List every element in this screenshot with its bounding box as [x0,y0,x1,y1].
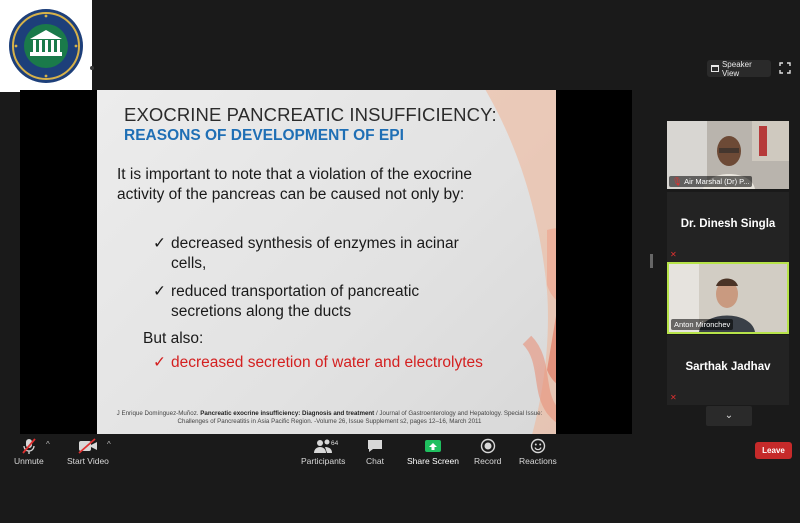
reactions-button[interactable] [519,436,557,466]
participant-tile[interactable] [667,335,789,405]
video-options-caret-icon[interactable]: ^ [107,440,111,449]
red-bullet-item [153,353,483,393]
record-icon [480,436,496,456]
fullscreen-icon[interactable] [779,62,791,74]
participants-button[interactable] [301,436,345,466]
chat-button[interactable] [366,436,384,466]
bullet-text: decreased secretion of water and electrolytes [171,354,483,371]
but-also-label: But also: [143,330,204,347]
divider-dot [90,66,94,70]
institution-logo [0,0,92,92]
participant-label [671,319,733,330]
checkmark-icon: ✓ [153,283,166,300]
mic-muted-icon: ✕ [670,250,677,259]
participant-label [669,176,752,187]
meeting-toolbar [0,434,800,474]
bullet-item [153,234,483,274]
record-label: Record [474,456,502,466]
reactions-label: Reactions [519,456,557,466]
slide-citation [107,410,552,426]
mic-muted-icon: 🎙 [672,177,683,186]
participant-tile[interactable] [667,192,789,262]
bullet-text: reduced transportation of pancreatic secretions along the ducts [171,283,420,320]
bullet-text: decreased synthesis of enzymes in acinar cells, [171,235,459,272]
bullet-item [153,282,483,322]
participant-tile[interactable] [667,121,789,189]
speaker-view-icon [711,65,719,72]
chat-icon [366,436,384,456]
start-video-label: Start Video [67,456,109,466]
share-screen-icon [424,436,442,456]
chevron-down-icon: ⌄ [724,410,734,421]
video-off-icon [77,436,99,456]
participant-name: Air Marshal (Dr) P... [684,177,750,186]
leave-button[interactable]: Leave [755,442,792,459]
share-screen-label: Share Screen [407,456,459,466]
slide-subtitle: REASONS OF DEVELOPMENT OF EPI [124,127,404,144]
slide-paragraph: It is important to note that a violation of the exocrine activity of the pancreas can be caused not only by: [117,166,472,203]
checkmark-icon: ✓ [153,235,166,252]
smiley-icon [530,436,546,456]
presentation-slide [97,90,556,434]
mic-muted-icon: ✕ [670,393,677,402]
mic-muted-icon [20,436,38,456]
slide-title: EXOCRINE PANCREATIC INSUFFICIENCY: [124,104,497,125]
participants-count: 64 [331,440,339,447]
chat-label: Chat [366,456,384,466]
seal-icon [6,6,86,86]
share-screen-button[interactable] [407,436,459,466]
speaker-view-button[interactable] [707,60,771,77]
record-button[interactable] [474,436,501,466]
scroll-down-button[interactable] [706,406,752,426]
participants-label: Participants [301,456,346,466]
participant-name: Anton Mironchev [674,320,731,329]
citation-title: Pancreatic exocrine insufficiency: Diagnosis and treatment [200,410,375,417]
start-video-button[interactable] [67,436,109,466]
unmute-label: Unmute [14,456,44,466]
participant-tile-active[interactable] [667,262,789,334]
audio-options-caret-icon[interactable]: ^ [46,440,50,449]
unmute-button[interactable] [14,436,44,466]
checkmark-icon: ✓ [153,354,166,371]
citation-rest: / Journal of Gastroenterology and Hepatology. Special Issue: Challenges of Pancreatitis in Asia Pacific Region. -Volume 26, Issue Supplement s2, pages 12–16, March 2011 [177,410,543,425]
panel-resize-handle[interactable] [650,254,653,268]
participant-name: Dr. Dinesh Singla [680,218,776,230]
participant-name: Sarthak Jadhav [685,361,771,373]
citation-author: J Enrique Domínguez-Muñoz. [116,410,199,417]
speaker-view-label: Speaker View [721,59,752,78]
